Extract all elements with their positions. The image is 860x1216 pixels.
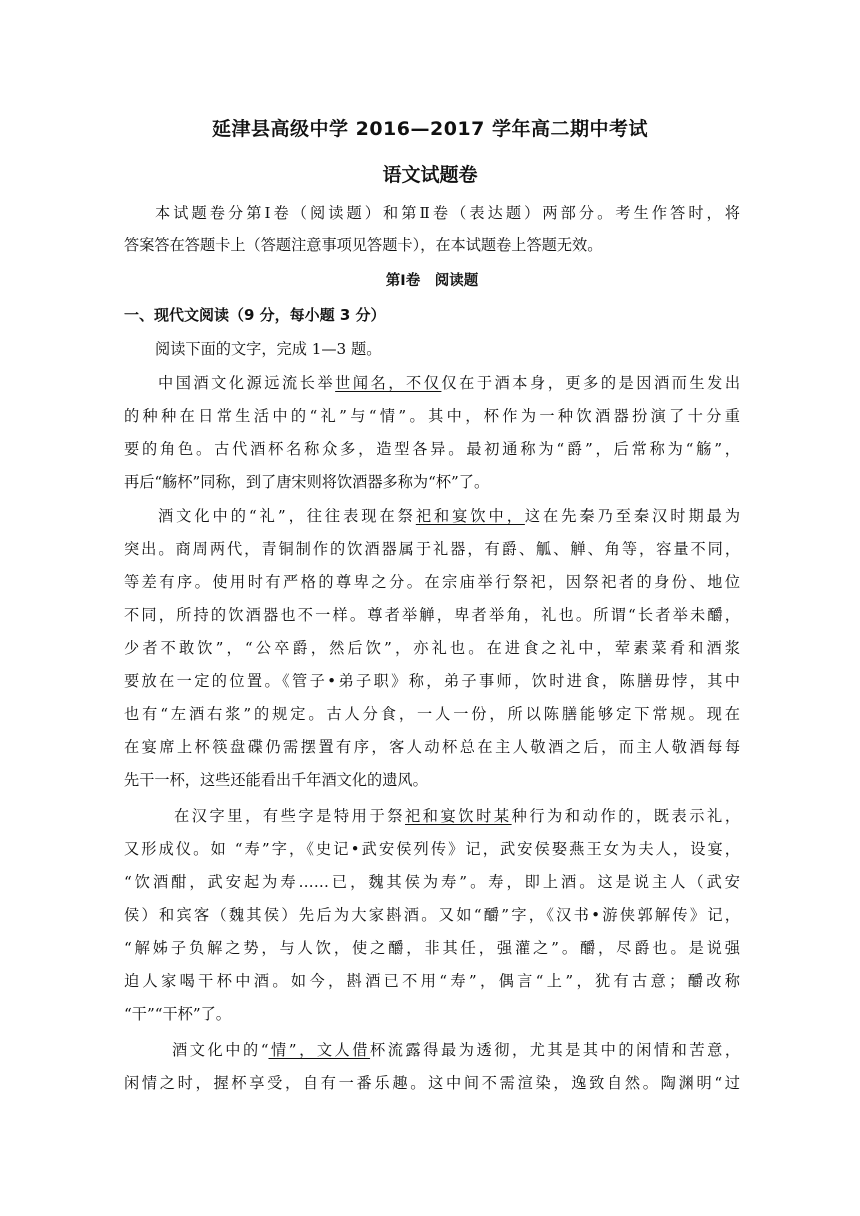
underlined-phrase: 情”，文人借 xyxy=(268,1041,371,1059)
intro-line-1: 本试题卷分第Ⅰ卷（阅读题）和第Ⅱ卷（表达题）两部分。考生作答时，将 xyxy=(155,204,740,222)
p3-line-7: “干”“干杯”了。 xyxy=(124,1005,231,1023)
p4-line-1: 酒文化中的“情”，文人借杯流露得最为透彻，尤其是其中的闲情和苦意， xyxy=(172,1041,741,1059)
underlined-phrase: 祀和宴饮中， xyxy=(415,507,525,525)
p3-line-6: 迫人家喝干杯中酒。如今，斟酒已不用“寿”，偶言“上”，犹有古意；釂改称 xyxy=(124,972,740,990)
p3-line-4: 侯）和宾客（魏其侯）先后为大家斟酒。又如“釂”字，《汉书•游侠郭解传》记， xyxy=(124,906,740,924)
p1-line-4: 再后“觞杯”同称，到了唐宋则将饮酒器多称为“杯”了。 xyxy=(124,473,490,491)
p2-line-9: 先干一杯，这些还能看出千年酒文化的遗风。 xyxy=(124,771,428,789)
intro-line-2: 答案答在答题卡上（答题注意事项见答题卡），在本试题卷上答题无效。 xyxy=(124,236,603,254)
underlined-phrase: 祀和宴饮时某 xyxy=(405,807,512,825)
exam-title: 延津县高级中学 2016—2017 学年高二期中考试 xyxy=(212,118,648,140)
p3-line-2: 又形成仪。如 “寿”字，《史记•武安侯列传》记，武安侯娶燕王女为夫人，设宴， xyxy=(124,840,740,858)
p2-line-5: 少者不敢饮”，“公卒爵，然后饮”，亦礼也。在进食之礼中，荤素菜肴和酒浆 xyxy=(124,639,740,657)
p2-line-7: 也有“左酒右浆”的规定。古人分食，一人一份，所以陈膳能够定下常规。现在 xyxy=(124,705,740,723)
p2-line-6: 要放在一定的位置。《管子•弟子职》称，弟子事师，饮时进食，陈膳毋悖，其中 xyxy=(124,672,740,690)
p2-line-1: 酒文化中的“礼”，往往表现在祭祀和宴饮中，这在先秦乃至秦汉时期最为 xyxy=(158,507,741,525)
p3-line-1: 在汉字里，有些字是特用于祭祀和宴饮时某种行为和动作的，既表示礼， xyxy=(174,807,741,825)
reading-instruction: 阅读下面的文字，完成 1—3 题。 xyxy=(155,340,382,358)
p2-line-3: 等差有序。使用时有严格的尊卑之分。在宗庙举行祭祀，因祭祀者的身份、地位 xyxy=(124,573,740,591)
exam-subtitle: 语文试题卷 xyxy=(382,164,478,186)
p3-line-5: “解姊子负解之势，与人饮，使之釂，非其任，强灌之”。釂，尽爵也。是说强 xyxy=(124,939,740,957)
p3-line-3: “饮酒酣，武安起为寿……已，魏其侯为寿”。寿，即上酒。这是说主人（武安 xyxy=(124,873,740,891)
p4-line-2: 闲情之时，握杯享受，自有一番乐趣。这中间不需渲染，逸致自然。陶渊明“过 xyxy=(124,1074,740,1092)
underlined-phrase: 世闻名，不仅 xyxy=(335,374,442,392)
p2-line-2: 突出。商周两代，青铜制作的饮酒器属于礼器，有爵、觚、觯、角等，容量不同， xyxy=(124,540,740,558)
p1-line-3: 要的角色。古代酒杯名称众多，造型各异。最初通称为“爵”，后常称为“觞”， xyxy=(124,440,740,458)
p2-line-4: 不同，所持的饮酒器也不一样。尊者举觯，卑者举角，礼也。所谓“长者举未釂， xyxy=(124,606,740,624)
volume-heading: 第Ⅰ卷 阅读题 xyxy=(385,273,479,289)
p2-line-8: 在宴席上杯筷盘碟仍需摆置有序，客人动杯总在主人敬酒之后，而主人敬酒每每 xyxy=(124,738,740,756)
p1-line-1: 中国酒文化源远流长举世闻名，不仅仅在于酒本身，更多的是因酒而生发出 xyxy=(158,374,741,392)
section-heading: 一、现代文阅读（9 分，每小题 3 分） xyxy=(124,306,386,324)
p1-line-2: 的种种在日常生活中的“礼”与“情”。其中，杯作为一种饮酒器扮演了十分重 xyxy=(124,407,740,425)
